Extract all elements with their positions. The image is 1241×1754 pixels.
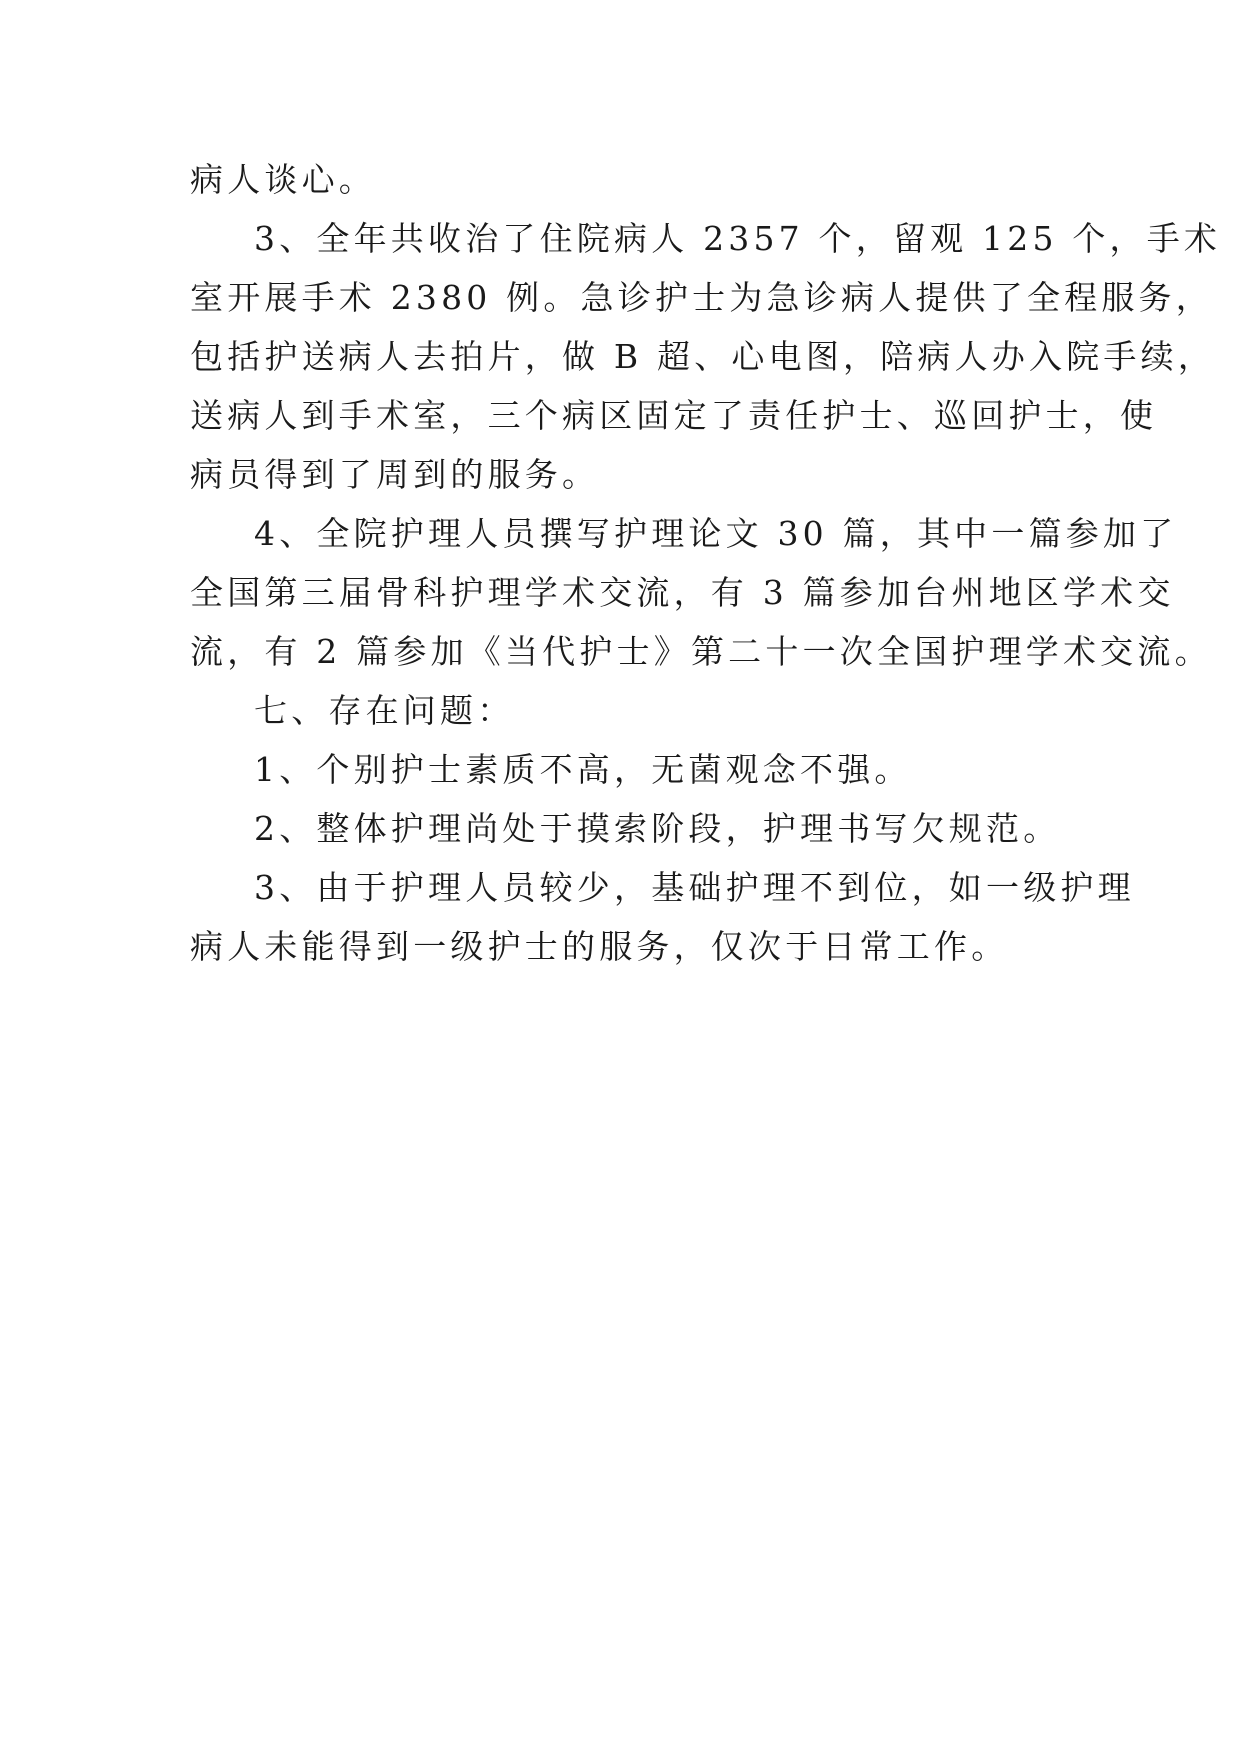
section-heading: 七、存在问题： (254, 691, 515, 730)
document-body (190, 150, 1222, 976)
text-line: 4、全院护理人员撰写护理论文 30 篇，其中一篇参加了 (254, 514, 1178, 553)
text-line: 室开展手术 2380 例。急诊护士为急诊病人提供了全程服务， (190, 278, 1213, 317)
text-line: 病员得到了周到的服务。 (190, 455, 600, 494)
text-line: 包括护送病人去拍片，做 B 超、心电图，陪病人办入院手续， (190, 337, 1216, 376)
text-line: 流，有 2 篇参加《当代护士》第二十一次全国护理学术交流。 (190, 632, 1212, 671)
text-line: 3、全年共收治了住院病人 2357 个，留观 125 个，手术 (254, 219, 1222, 258)
text-line: 病人未能得到一级护士的服务，仅次于日常工作。 (190, 927, 1009, 966)
text-line: 病人谈心。 (190, 160, 376, 199)
text-line: 2、整体护理尚处于摸索阶段，护理书写欠规范。 (254, 809, 1061, 848)
text-line: 3、由于护理人员较少，基础护理不到位，如一级护理 (254, 868, 1135, 907)
text-line: 全国第三届骨科护理学术交流，有 3 篇参加台州地区学术交 (190, 573, 1175, 612)
text-line: 送病人到手术室，三个病区固定了责任护士、巡回护士，使 (190, 396, 1158, 435)
text-line: 1、个别护士素质不高，无菌观念不强。 (254, 750, 912, 789)
